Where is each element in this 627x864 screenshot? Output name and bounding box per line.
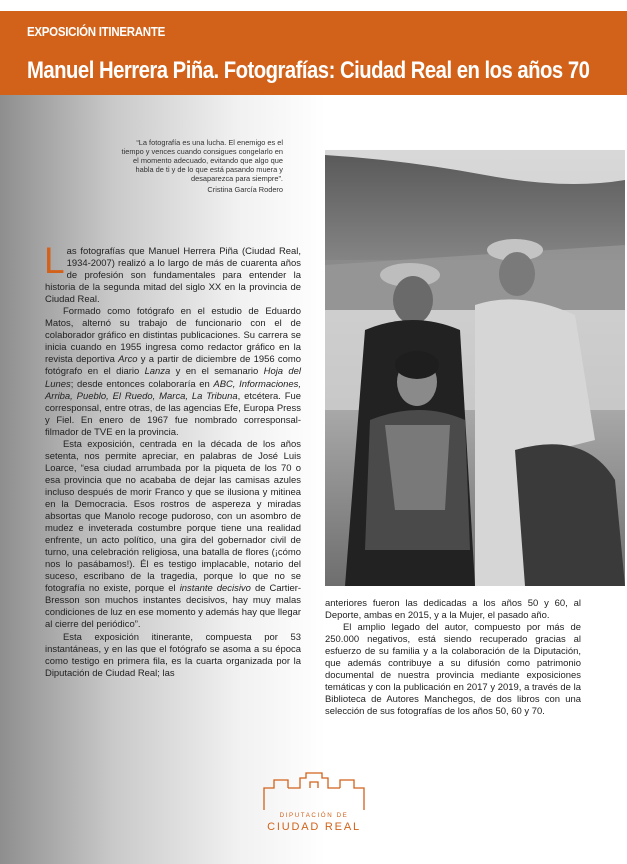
logo-line-1: DIPUTACIÓN DE bbox=[279, 812, 349, 819]
article-title: Manuel Herrera Piña. Fotografías: Ciudad Real en los años 70 bbox=[27, 57, 590, 84]
drop-cap: L bbox=[44, 240, 65, 281]
diputacion-logo bbox=[254, 770, 374, 840]
top-strip bbox=[0, 0, 627, 11]
header-banner bbox=[0, 11, 627, 95]
section-kicker: EXPOSICIÓN ITINERANTE bbox=[27, 25, 165, 39]
paragraph-4-continued: anteriores fueron las dedicadas a los años 50 y 60, al Deporte, ambas en 2015, y a la Mujer, el pasado año. bbox=[325, 598, 581, 622]
building-emblem-icon bbox=[254, 770, 374, 812]
paragraph-1: Las fotografías que Manuel Herrera Piña (Ciudad Real, 1934-2007) realizó a lo largo de más de cuarenta años de profesión son fundamentales para entender la historia de la segunda mitad del siglo XX en la provincia de Ciudad Real. bbox=[44, 240, 301, 306]
quote-text: “La fotografía es una lucha. El enemigo es el tiempo y vences cuando consigues congelarlo en el momento adecuado, evitando que algo que habla de ti y de lo que está pasando muera y desaparezca para siempre”. bbox=[121, 138, 283, 184]
paragraph-2: Formado como fotógrafo en el estudio de Eduardo Matos, alternó su trabajo de funcionario con el de colaborador gráfico en distintas publicaciones. Su carrera se inicia cuando en 1955 ingresa como redactor gráfico en la revista deportiva Arco y a partir de diciembre de 1956 como fotógrafo en el diario Lanza y en el semanario Hoja del Lunes; desde entonces colaboraría en ABC, Informaciones, Arriba, Pueblo, El Ruedo, Marca, La Tribuna, etcétera. Fue corresponsal, entre otras, de las agencias Efe, Europa Press y Fiel. En enero de 1967 fue nombrado corresponsal-filmador de TVE en la provincia. bbox=[45, 306, 301, 438]
paragraph-5: El amplio legado del autor, compuesto por más de 250.000 negativos, está siendo recuperado gracias al esfuerzo de su familia y a la colaboración de la Diputación, que además contribuye a su difusión como patrimonio documental de nuestra provincia mediante exposiciones temáticas y con la publicación en 2017 y 2019, a través de la Biblioteca de Autores Manchegos, de dos libros con una selección de sus fotografías de los años 50, 60 y 70. bbox=[325, 622, 581, 718]
epigraph-quote bbox=[115, 138, 283, 195]
article-column-left bbox=[44, 240, 302, 680]
photograph bbox=[325, 150, 625, 586]
logo-line-2: CIUDAD REAL bbox=[267, 821, 361, 833]
paragraph-4: Esta exposición itinerante, compuesta por 53 instantáneas, y en las que el fotógrafo se asoma a su época como testigo en primera fila, es la cuarta organizada por la Diputación de Ciudad Real; las bbox=[45, 631, 301, 679]
article-column-right bbox=[325, 598, 581, 718]
quote-author: Cristina García Rodero bbox=[207, 185, 283, 195]
paragraph-3: Esta exposición, centrada en la década de los años setenta, nos permite apreciar, en palabras de José Luis Loarce, “esa ciudad arrumbada por la piqueta de los 70 o esa provincia que no acababa de dejar las camisas azules incluso después de morir Franco y que se ilusiona y mitinea en la Democracia. Esos rostros de aspereza y miradas absortas que Manolo recoge pudoroso, con un asombro de mudez e inveterada costumbre porque tiene una realidad enfrente, un acto político, una gira del gobernador civil de turno, una celebración religiosa, una batalla de flores (¡cómo nos lo pasábamos!). Él es testigo implacable, notario del suceso, escribano de la tragedia, porque lo que no se fotografía no existe, porque el instante decisivo de Cartier-Bresson son muchos instantes decisivos, hay muy malas condiciones de luz en ese momento y además hay que llegar al cierre del periódico”. bbox=[45, 438, 302, 631]
